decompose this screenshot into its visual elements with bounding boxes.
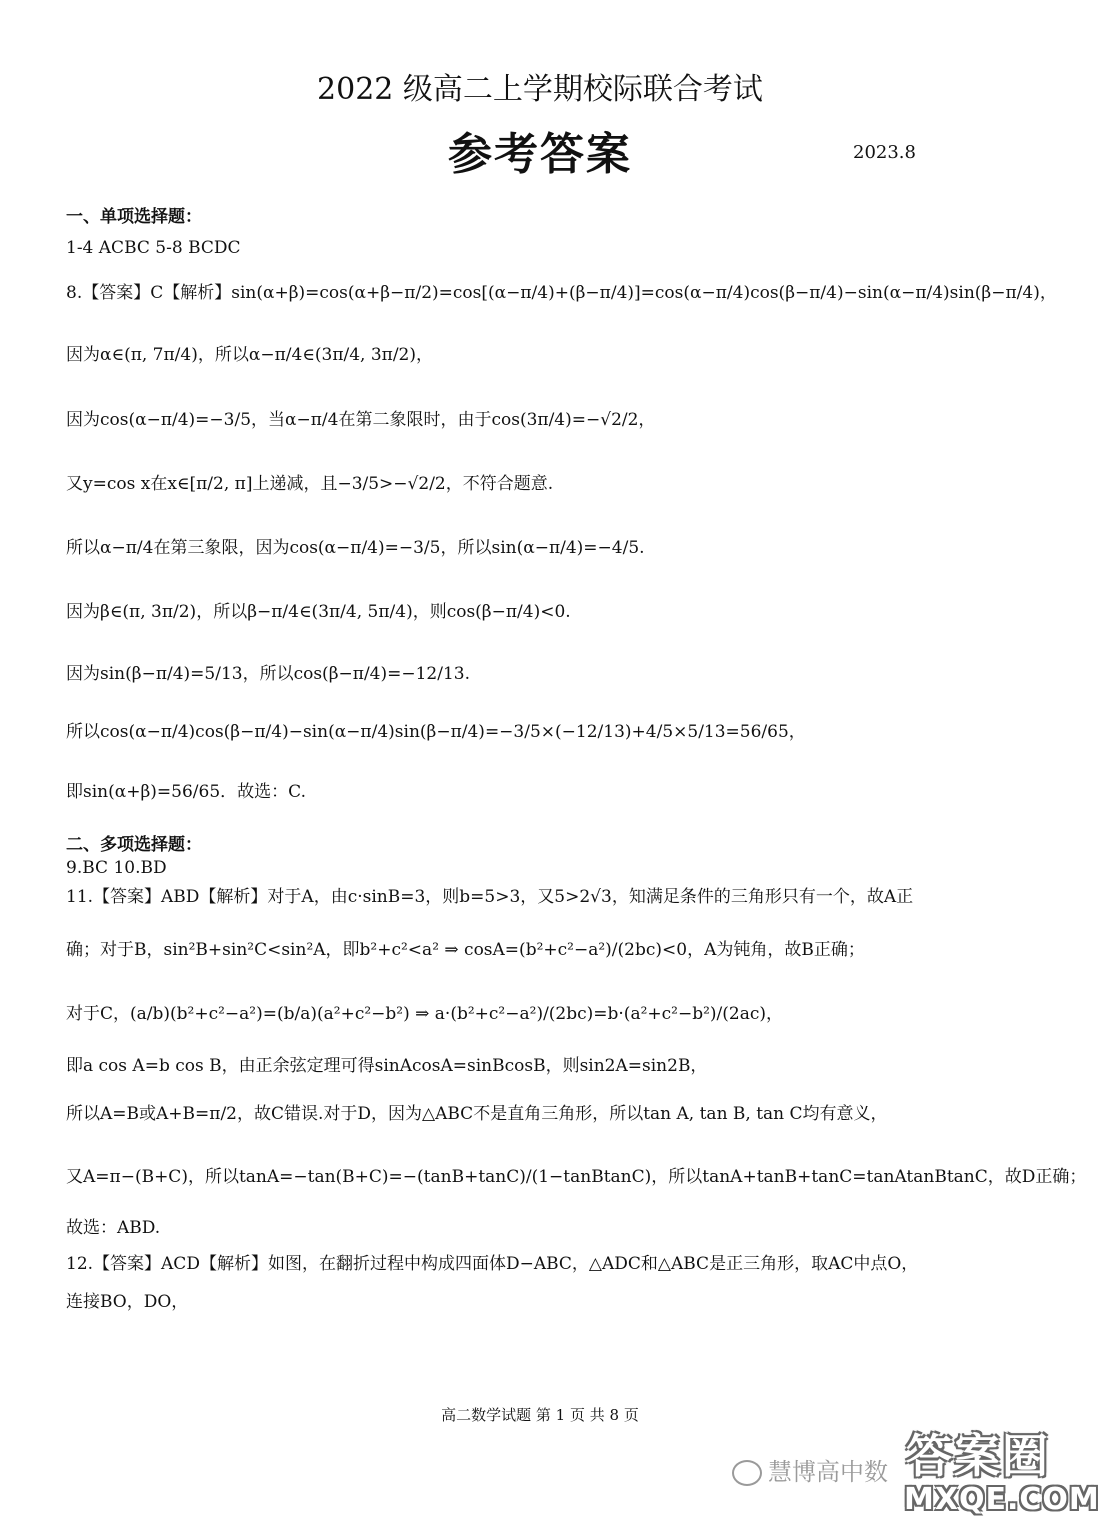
answer-line-12: 11.【答案】ABD【解析】对于A，由c·sinB=3，则b=5>3，又5>2√3，知满足条件的三角形只有一个，故A正: [66, 887, 914, 907]
page-footer: 高二数学试题 第 1 页 共 8 页: [441, 1406, 639, 1424]
answer-line-20: 连接BO，DO，: [66, 1292, 189, 1312]
section-multi-choice: 二、多项选择题：: [66, 835, 202, 855]
document-subtitle: 参考答案: [448, 129, 632, 180]
answer-line-18: 故选：ABD.: [66, 1218, 161, 1238]
answer-line-4: 因为cos(α−π/4)=−3/5，当α−π/4在第二象限时，由于cos(3π/4)=−√2/2，: [66, 410, 656, 430]
answer-line-3: 因为α∈(π, 7π/4)，所以α−π/4∈(3π/4, 3π/2)，: [66, 345, 434, 365]
answer-line-7: 因为β∈(π, 3π/2)，所以β−π/4∈(3π/4, 5π/4)，则cos(β−π/4)<0.: [66, 602, 571, 622]
answer-line-1: 1-4 ACBC 5-8 BCDC: [66, 238, 241, 258]
document-title: 2022 级高二上学期校际联合考试: [317, 72, 763, 107]
answer-line-9: 所以cos(α−π/4)cos(β−π/4)−sin(α−π/4)sin(β−π/4)=−3/5×(−12/13)+4/5×5/13=56/65，: [66, 722, 806, 742]
site-logo: [900, 1418, 1100, 1523]
section-single-choice: 一、单项选择题：: [66, 207, 202, 227]
answer-line-6: 所以α−π/4在第三象限，因为cos(α−π/4)=−3/5，所以sin(α−π/4)=−4/5.: [66, 538, 645, 558]
answer-line-13: 确；对于B，sin²B+sin²C<sin²A，即b²+c²<a² ⇒ cosA=(b²+c²−a²)/(2bc)<0，A为钝角，故B正确；: [66, 940, 865, 960]
answer-line-2: 8.【答案】C【解析】sin(α+β)=cos(α+β−π/2)=cos[(α−π/4)+(β−π/4)]=cos(α−π/4)cos(β−π/4)−sin(α−π/4)sin(β−π/4)，: [66, 283, 1057, 303]
answer-line-15: 即a cos A=b cos B，由正余弦定理可得sinAcosA=sinBcosB，则sin2A=sin2B，: [66, 1056, 708, 1076]
answer-line-8: 因为sin(β−π/4)=5/13，所以cos(β−π/4)=−12/13.: [66, 664, 470, 684]
answer-line-19: 12.【答案】ACD【解析】如图，在翻折过程中构成四面体D−ABC，△ADC和△ABC是正三角形，取AC中点O，: [66, 1254, 919, 1274]
answer-line-5: 又y=cos x在x∈[π/2, π]上递减，且−3/5>−√2/2，不符合题意.: [66, 474, 554, 494]
answer-line-17: 又A=π−(B+C)，所以tanA=−tan(B+C)=−(tanB+tanC)/(1−tanBtanC)，所以tanA+tanB+tanC=tanAtanBtanC，故D正确；: [66, 1167, 1087, 1187]
logo-text: 答案圈: [906, 1429, 1050, 1483]
answer-line-11: 9.BC 10.BD: [66, 858, 167, 878]
document-date: 2023.8: [853, 142, 916, 163]
answer-line-10: 即sin(α+β)=56/65．故选：C.: [66, 782, 306, 802]
wechat-watermark: [732, 1452, 888, 1487]
answer-line-16: 所以A=B或A+B=π/2，故C错误.对于D，因为△ABC不是直角三角形，所以tan A, tan B, tan C均有意义，: [66, 1104, 888, 1124]
wechat-icon: [732, 1460, 762, 1486]
wechat-watermark-text: 慧博高中数: [768, 1458, 888, 1486]
logo-url: MXQE.COM: [904, 1482, 1100, 1517]
answer-line-14: 对于C，(a/b)(b²+c²−a²)=(b/a)(a²+c²−b²) ⇒ a·(b²+c²−a²)/(2bc)=b·(a²+c²−b²)/(2ac)，: [66, 1004, 784, 1024]
